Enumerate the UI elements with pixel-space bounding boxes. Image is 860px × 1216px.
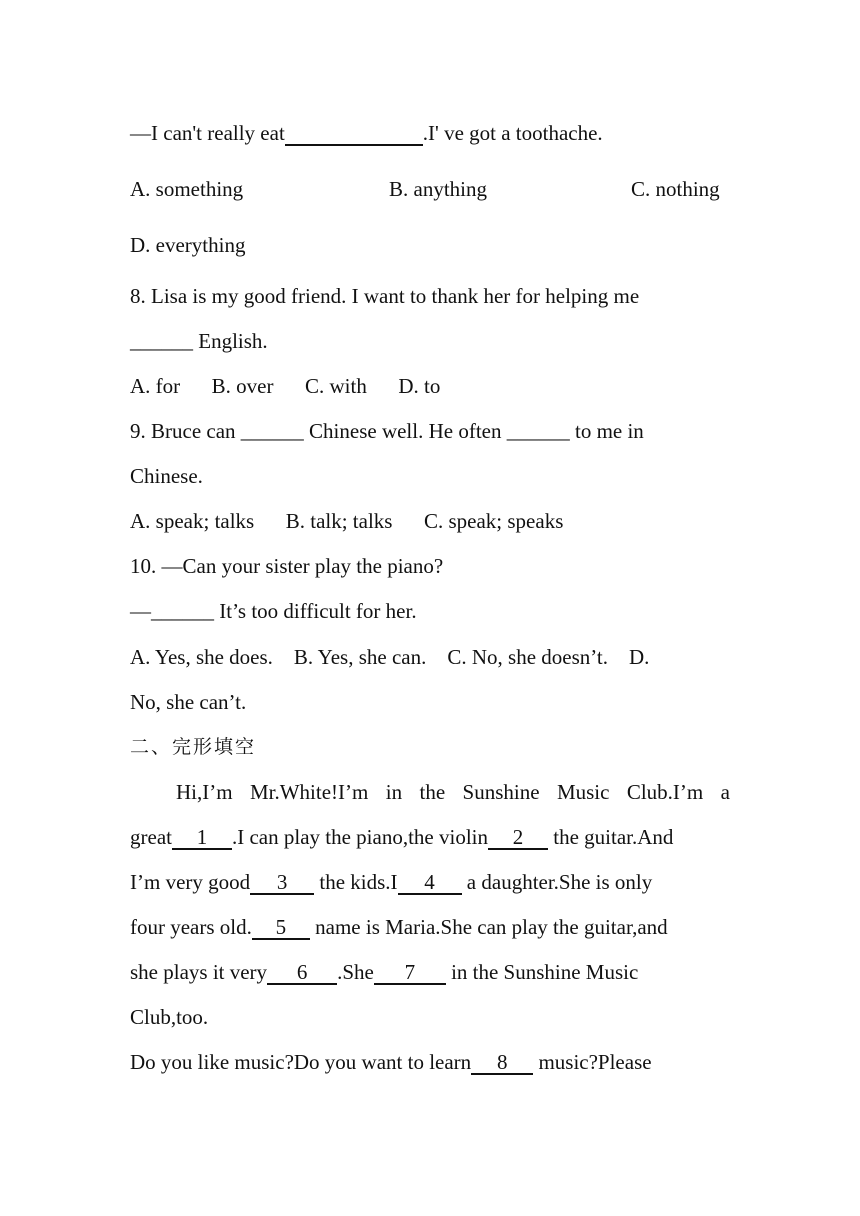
q7-option-c: C. nothing xyxy=(631,177,720,201)
cloze-line-5 xyxy=(130,959,638,985)
q8-question: 8. Lisa is my good friend. I want to thank her for helping me xyxy=(130,284,640,308)
q7-prompt-text-end: .I' ve got a toothache. xyxy=(422,121,603,145)
cloze-text: a daughter.She is only xyxy=(461,870,653,894)
cloze-blank-8[interactable]: 8 xyxy=(471,1051,533,1075)
q10-options: A. Yes, she does. B. Yes, she can. C. No, she doesn’t. D. xyxy=(130,645,650,669)
cloze-blank-5[interactable]: 5 xyxy=(252,916,310,940)
q9-question-cont: Chinese. xyxy=(130,464,203,488)
cloze-word: Music xyxy=(556,780,610,804)
cloze-blank-1[interactable]: 1 xyxy=(172,826,232,850)
cloze-blank-7[interactable]: 7 xyxy=(374,961,446,985)
cloze-text: great xyxy=(130,825,172,849)
cloze-line-4 xyxy=(130,914,668,940)
cloze-text: I’m very good xyxy=(130,870,251,894)
cloze-text: .She xyxy=(337,960,374,984)
q8-question-cont: ______ English. xyxy=(130,329,268,353)
cloze-word: Mr.White!I’m xyxy=(249,780,369,804)
cloze-line-3 xyxy=(130,869,652,895)
cloze-line-2 xyxy=(130,824,673,850)
cloze-blank-3[interactable]: 3 xyxy=(250,871,314,895)
q7-option-a: A. something xyxy=(130,177,244,201)
q9-question: 9. Bruce can ______ Chinese well. He often ______ to me in xyxy=(130,419,644,443)
q7-prompt xyxy=(130,120,603,146)
cloze-text: four years old. xyxy=(130,915,252,939)
cloze-text: the guitar.And xyxy=(548,825,674,849)
cloze-blank-6[interactable]: 6 xyxy=(267,961,337,985)
q10-question: 10. —Can your sister play the piano? xyxy=(130,554,444,578)
cloze-blank-4[interactable]: 4 xyxy=(398,871,462,895)
q10-answer: —______ It’s too difficult for her. xyxy=(130,599,417,623)
cloze-word: in xyxy=(385,780,403,804)
q8-options: A. for B. over C. with D. to xyxy=(130,374,441,398)
cloze-line-6: Club,too. xyxy=(130,1005,209,1029)
q7-blank xyxy=(285,122,423,146)
section-heading: 二、完形填空 xyxy=(130,736,257,758)
cloze-text: she plays it very xyxy=(130,960,268,984)
cloze-word: a xyxy=(720,780,730,804)
q7-prompt-text: —I can't really eat xyxy=(130,121,285,145)
cloze-word: Hi,I’m xyxy=(176,780,233,804)
cloze-line-7 xyxy=(130,1049,652,1075)
cloze-text: .I can play the piano,the violin xyxy=(231,825,488,849)
cloze-text: the kids.I xyxy=(314,870,398,894)
cloze-text: in the Sunshine Music xyxy=(445,960,639,984)
cloze-text: Do you like music?Do you want to learn xyxy=(130,1050,472,1074)
q7-option-d: D. everything xyxy=(130,233,246,257)
cloze-blank-2[interactable]: 2 xyxy=(488,826,548,850)
cloze-word: the xyxy=(419,780,446,804)
q9-options: A. speak; talks B. talk; talks C. speak; speaks xyxy=(130,509,564,533)
q7-option-b: B. anything xyxy=(389,177,487,201)
q10-options-cont: No, she can’t. xyxy=(130,690,247,714)
cloze-word: Sunshine xyxy=(462,780,540,804)
cloze-text: name is Maria.She can play the guitar,and xyxy=(309,915,668,939)
cloze-line-1 xyxy=(176,779,730,805)
cloze-word: Club.I’m xyxy=(626,780,704,804)
cloze-text: music?Please xyxy=(533,1050,652,1074)
